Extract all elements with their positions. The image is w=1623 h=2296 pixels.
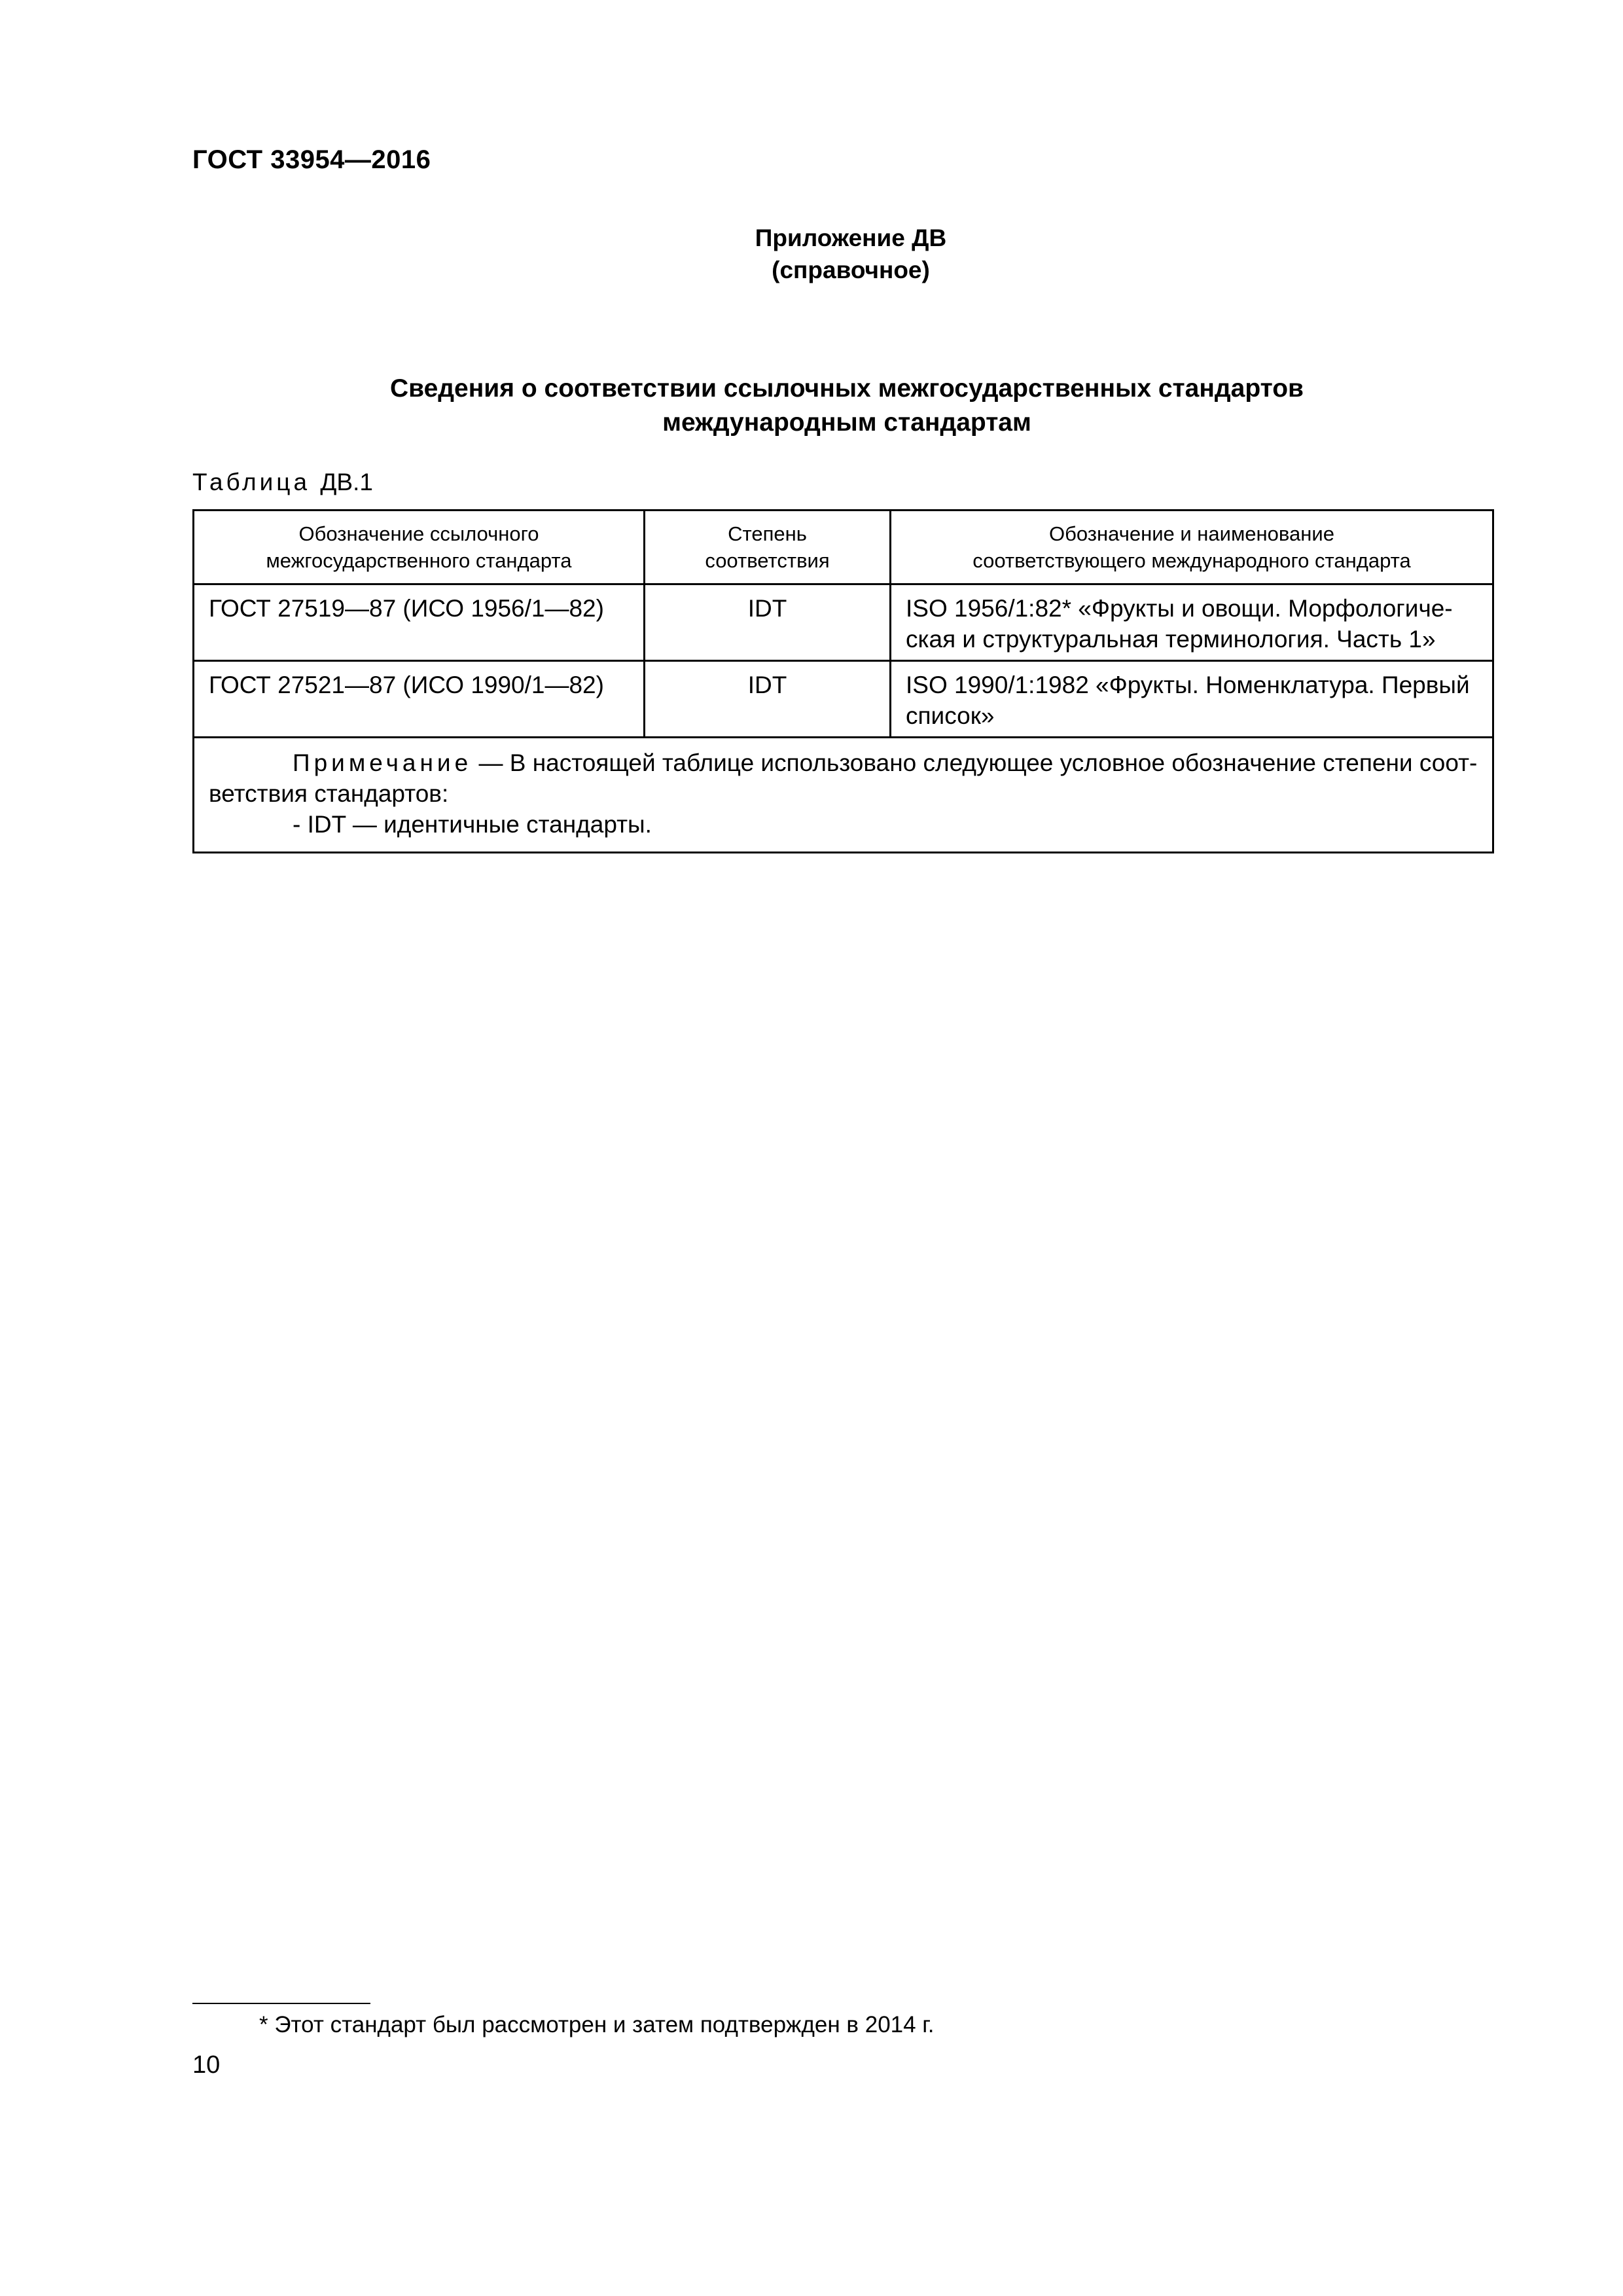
cell-intl-standard: ISO 1990/1:1982 «Фрукты. Номенклатура. Первый список»: [891, 661, 1493, 738]
standards-table: [192, 509, 1494, 853]
table-caption-number: ДВ.1: [320, 469, 373, 495]
table-caption-word: Таблица: [192, 469, 311, 495]
note-text: — В настоящей таблице использовано следующее условное обозначение степени соот-: [472, 749, 1478, 776]
page-number: 10: [192, 2051, 221, 2079]
table-row: [194, 584, 1493, 661]
section-heading-line2: международным стандартам: [662, 408, 1031, 437]
table-note: [194, 738, 1493, 853]
cell-degree: IDT: [645, 661, 891, 738]
document-code: ГОСТ 33954—2016: [192, 145, 431, 174]
table-header-row: [194, 511, 1493, 584]
column-header-intl: Обозначение и наименование соответствующего международного стандарта: [891, 511, 1493, 584]
column-header-ref: Обозначение ссылочного межгосударственного стандарта: [194, 511, 645, 584]
table-caption: [192, 469, 373, 496]
column-header-degree: Степень соответствия: [645, 511, 891, 584]
appendix-title: Приложение ДВ: [755, 224, 947, 251]
section-heading-line1: Сведения о соответствии ссылочных межгосударственных стандартов: [389, 374, 1304, 403]
footnote: * Этот стандарт был рассмотрен и затем подтвержден в 2014 г.: [259, 2012, 935, 2037]
cell-degree: IDT: [645, 584, 891, 661]
table-row: [194, 661, 1493, 738]
cell-ref-standard: ГОСТ 27519—87 (ИСО 1956/1—82): [194, 584, 645, 661]
note-bullet: - IDT — идентичные стандарты.: [293, 811, 652, 838]
note-text-continued: ветствия стандартов:: [209, 780, 449, 807]
note-label: Примечание: [293, 749, 473, 776]
appendix-type: (справочное): [772, 257, 930, 283]
footnote-divider: [192, 2003, 370, 2004]
table-note-row: [194, 738, 1493, 853]
cell-intl-standard: ISO 1956/1:82* «Фрукты и овощи. Морфологиче- ская и структуральная терминология. Часть 1»: [891, 584, 1493, 661]
cell-ref-standard: ГОСТ 27521—87 (ИСО 1990/1—82): [194, 661, 645, 738]
